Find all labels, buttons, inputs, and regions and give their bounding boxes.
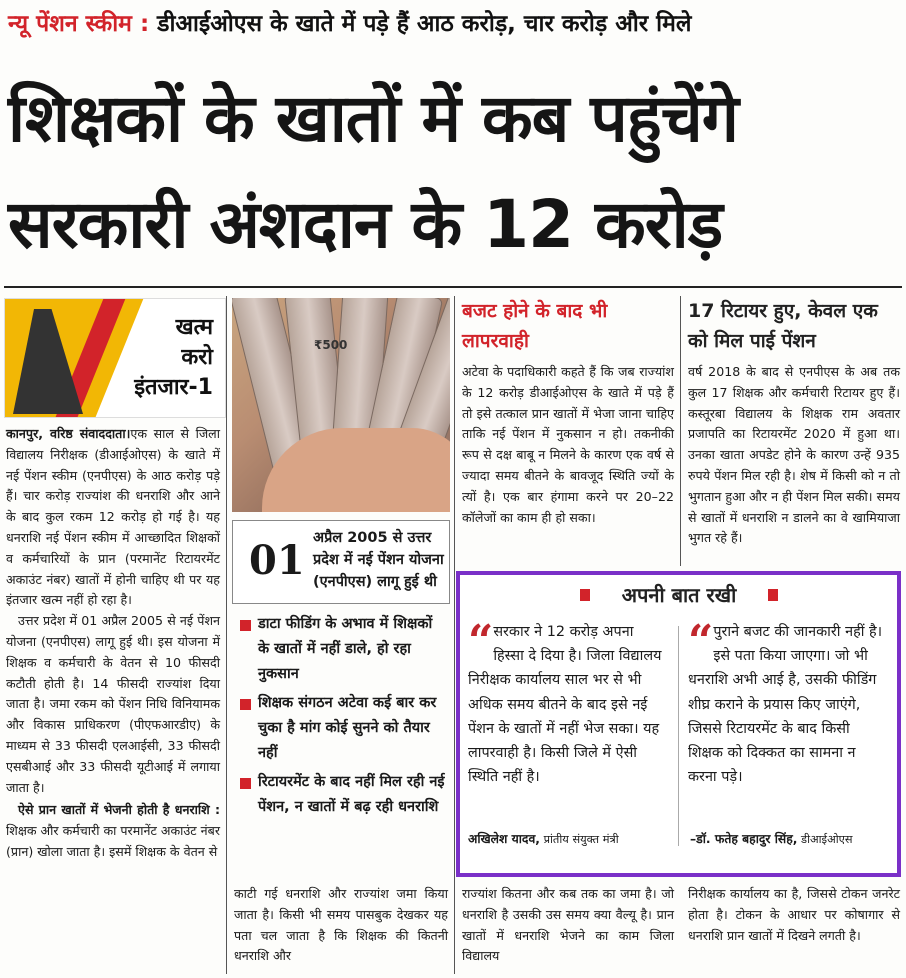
kicker-label: न्यू पेंशन स्कीम : <box>8 11 150 37</box>
section-heading-budget: बजट होने के बाद भी लापरवाही <box>462 300 608 352</box>
col4-text: वर्ष 2018 के बाद से एनपीएस के अब तक कुल 17 शिक्षक और कर्मचारी रिटायर हुए हैं। कस्तूरबा विद्यालय के शिक्षक राम अवतार प्रजापति का रिटायरमेंट 2020 में हुआ था। उनका खाता अपडेट होने के कारण उन्हें 935 रुपये पेंशन मिल रही है। शेष में किसी को न तो भुगतान हुआ और न ही पेंशन मिल सकी। समय से खातों में धनराशि न डालने का वे खामियाजा भुगत रहे हैं। <box>688 364 900 546</box>
fact-number: 01 <box>249 537 305 584</box>
fact-box <box>232 520 450 604</box>
column-4-bottom <box>688 884 900 946</box>
col1-paragraph-3: शिक्षक और कर्मचारी का परमानेंट अकाउंट नंबर (प्रान) खोला जाता है। इसमें शिक्षक के वेतन से <box>6 823 220 859</box>
quote-1-text: सरकार ने 12 करोड़ अपना हिस्सा दे दिया है। जिला विद्यालय निरीक्षक कार्यालय साल भर से भी अधिक समय बीतने के बाद इसे नई पेंशन के खातों में नहीं भेज सका। यह लापरवाही है। किसी जिले में ऐसी स्थिति नहीं है। <box>468 624 662 786</box>
headline-line-1: शिक्षकों के खातों में कब पहुंचेंगे <box>8 80 738 157</box>
quote-2-attribution <box>690 830 890 847</box>
headline-rule <box>4 286 902 288</box>
column-3 <box>462 362 674 528</box>
section-heading-retired: 17 रिटायर हुए, केवल एक को मिल पाई पेंशन <box>688 300 878 352</box>
quote-2 <box>688 616 888 789</box>
quote-mark-icon: “ <box>688 616 708 667</box>
kicker-text: डीआईओएस के खाते में पड़े हैं आठ करोड़, चार करोड़ और मिले <box>149 11 692 37</box>
quote-1-role: प्रांतीय संयुक्त मंत्री <box>539 833 619 846</box>
column-3-bottom <box>462 884 674 967</box>
quote-mark-icon: “ <box>468 616 488 667</box>
quote-1-name: अखिलेश यादव, <box>468 832 540 846</box>
col3-bottom-text: राज्यांश कितना और कब तक का जमा है। जो धनराशि है उसकी उस समय क्या वैल्यू है। प्रान खातों में धनराशि भेजने का काम जिला विद्यालय <box>462 886 674 964</box>
kicker <box>8 6 900 38</box>
note-value: ₹500 <box>314 338 348 352</box>
series-logo <box>4 298 226 418</box>
quote-divider <box>678 626 679 846</box>
bullet-item: शिक्षक संगठन अटेवा कई बार कर चुका है मांग कोई सुनने को तैयार नहीं <box>238 691 448 766</box>
bullet-item: डाटा फीडिंग के अभाव में शिक्षकों के खातों में नहीं डाले, हो रहा नुकसान <box>238 612 448 687</box>
column-divider <box>680 296 681 566</box>
byline: कानपुर, वरिष्ठ संवाददाता। <box>6 426 131 441</box>
column-2-bottom <box>234 884 448 967</box>
bullet-item: रिटायरमेंट के बाद नहीं मिल रही नई पेंशन, न खातों में बढ़ रही धनराशि <box>238 770 448 820</box>
column-divider <box>454 296 455 974</box>
col1-subhead: ऐसे प्रान खातों में भेजनी होती है धनराशि : <box>18 802 220 818</box>
fact-text: अप्रैल 2005 से उत्तर प्रदेश में नई पेंशन योजना (एनपीएस) लागू हुई थी <box>313 530 444 590</box>
bullet-list <box>238 612 448 824</box>
quote-2-name: –डॉ. फतेह बहादुर सिंह, <box>690 832 798 846</box>
column-divider <box>226 296 227 974</box>
col3-text: अटेवा के पदाधिकारी कहते हैं कि जब राज्यांश के 12 करोड़ डीआईओएस के खाते में पड़े हैं तो इसे तत्काल प्रान खातों में भेजा जाना चाहिए ताकि नई पेंशन में नुकसान न हो। तकनीकी रूप से दक्ष बाबू न मिलने के कारण एक वर्ष से ज्यादा समय बीतने के बावजूद स्थिति ज्यों के त्यों है। एक बार हंगामा करने पर 20–22 कॉलेजों का काम ही हो सका। <box>462 364 674 525</box>
col1-paragraph-2: उत्तर प्रदेश में 01 अप्रैल 2005 से नई पेंशन योजना (एनपीएस) लागू हुई थी। इस योजना में शिक्षक व कर्मचारी के वेतन से 10 फीसदी कटौती होती है। 14 फीसदी राज्यांश दिया जाता है। जमा रकम को पेंशन निधि विनियामक और विकास प्राधिकरण (पीएफआरडीए) के माध्यम से 33 फीसदी एलआईसी, 33 फीसदी एसबीआई और 33 फीसदी यूटीआई में लगाया जाता है। <box>6 613 220 795</box>
quote-2-text: पुराने बजट की जानकारी नहीं है। इसे पता किया जाएगा। जो भी धनराशि अभी आई है, उसकी फीडिंग शीघ्र कराने के प्रयास किए जाएंगे, जिससे रिटायरमेंट के बाद किसी शिक्षक को दिक्कत का सामना न करना पड़े। <box>688 624 883 786</box>
currency-photo <box>232 298 450 512</box>
column-1 <box>6 424 220 863</box>
column-4 <box>688 362 900 549</box>
quote-2-role: डीआईओएस <box>797 833 853 846</box>
opinion-box-title: अपनी बात रखी <box>584 580 774 610</box>
logo-line-3: इंतजार-1 <box>134 375 213 400</box>
col2-bottom-text: काटी गई धनराशि और राज्यांश जमा किया जाता है। किसी भी समय पासबुक देखकर यह पता चल जाता है कि शिक्षक की कितनी धनराशि और <box>234 886 448 964</box>
quote-1 <box>468 616 664 789</box>
logo-line-2: करो <box>181 345 213 370</box>
col4-bottom-text: निरीक्षक कार्यालय का है, जिससे टोकन जनरेट होता है। टोकन के आधार पर कोषागार से धनराशि प्रान खातों में दिखने लगती है। <box>688 886 900 943</box>
col1-paragraph-1: एक साल से जिला विद्यालय निरीक्षक (डीआईओएस) के खाते में नई पेंशन स्कीम (एनपीएस) के आठ करोड़ पड़े हैं। चार करोड़ राज्यांश की धनराशि और आने के बाद कुल रकम 12 करोड़ हो गई है। यह धनराशि नई पेंशन स्कीम में आच्छादित शिक्षकों व कर्मचारियों के प्रान (परमानेंट रिटायरमेंट अकाउंट नंबर) खातों में होनी चाहिए थी पर यह इंतजार खत्म नहीं हो रहा है। <box>6 426 220 608</box>
quote-1-attribution <box>468 830 668 847</box>
logo-line-1: खत्म <box>175 315 213 340</box>
headline-line-2: सरकारी अंशदान के 12 करोड़ <box>8 186 723 263</box>
